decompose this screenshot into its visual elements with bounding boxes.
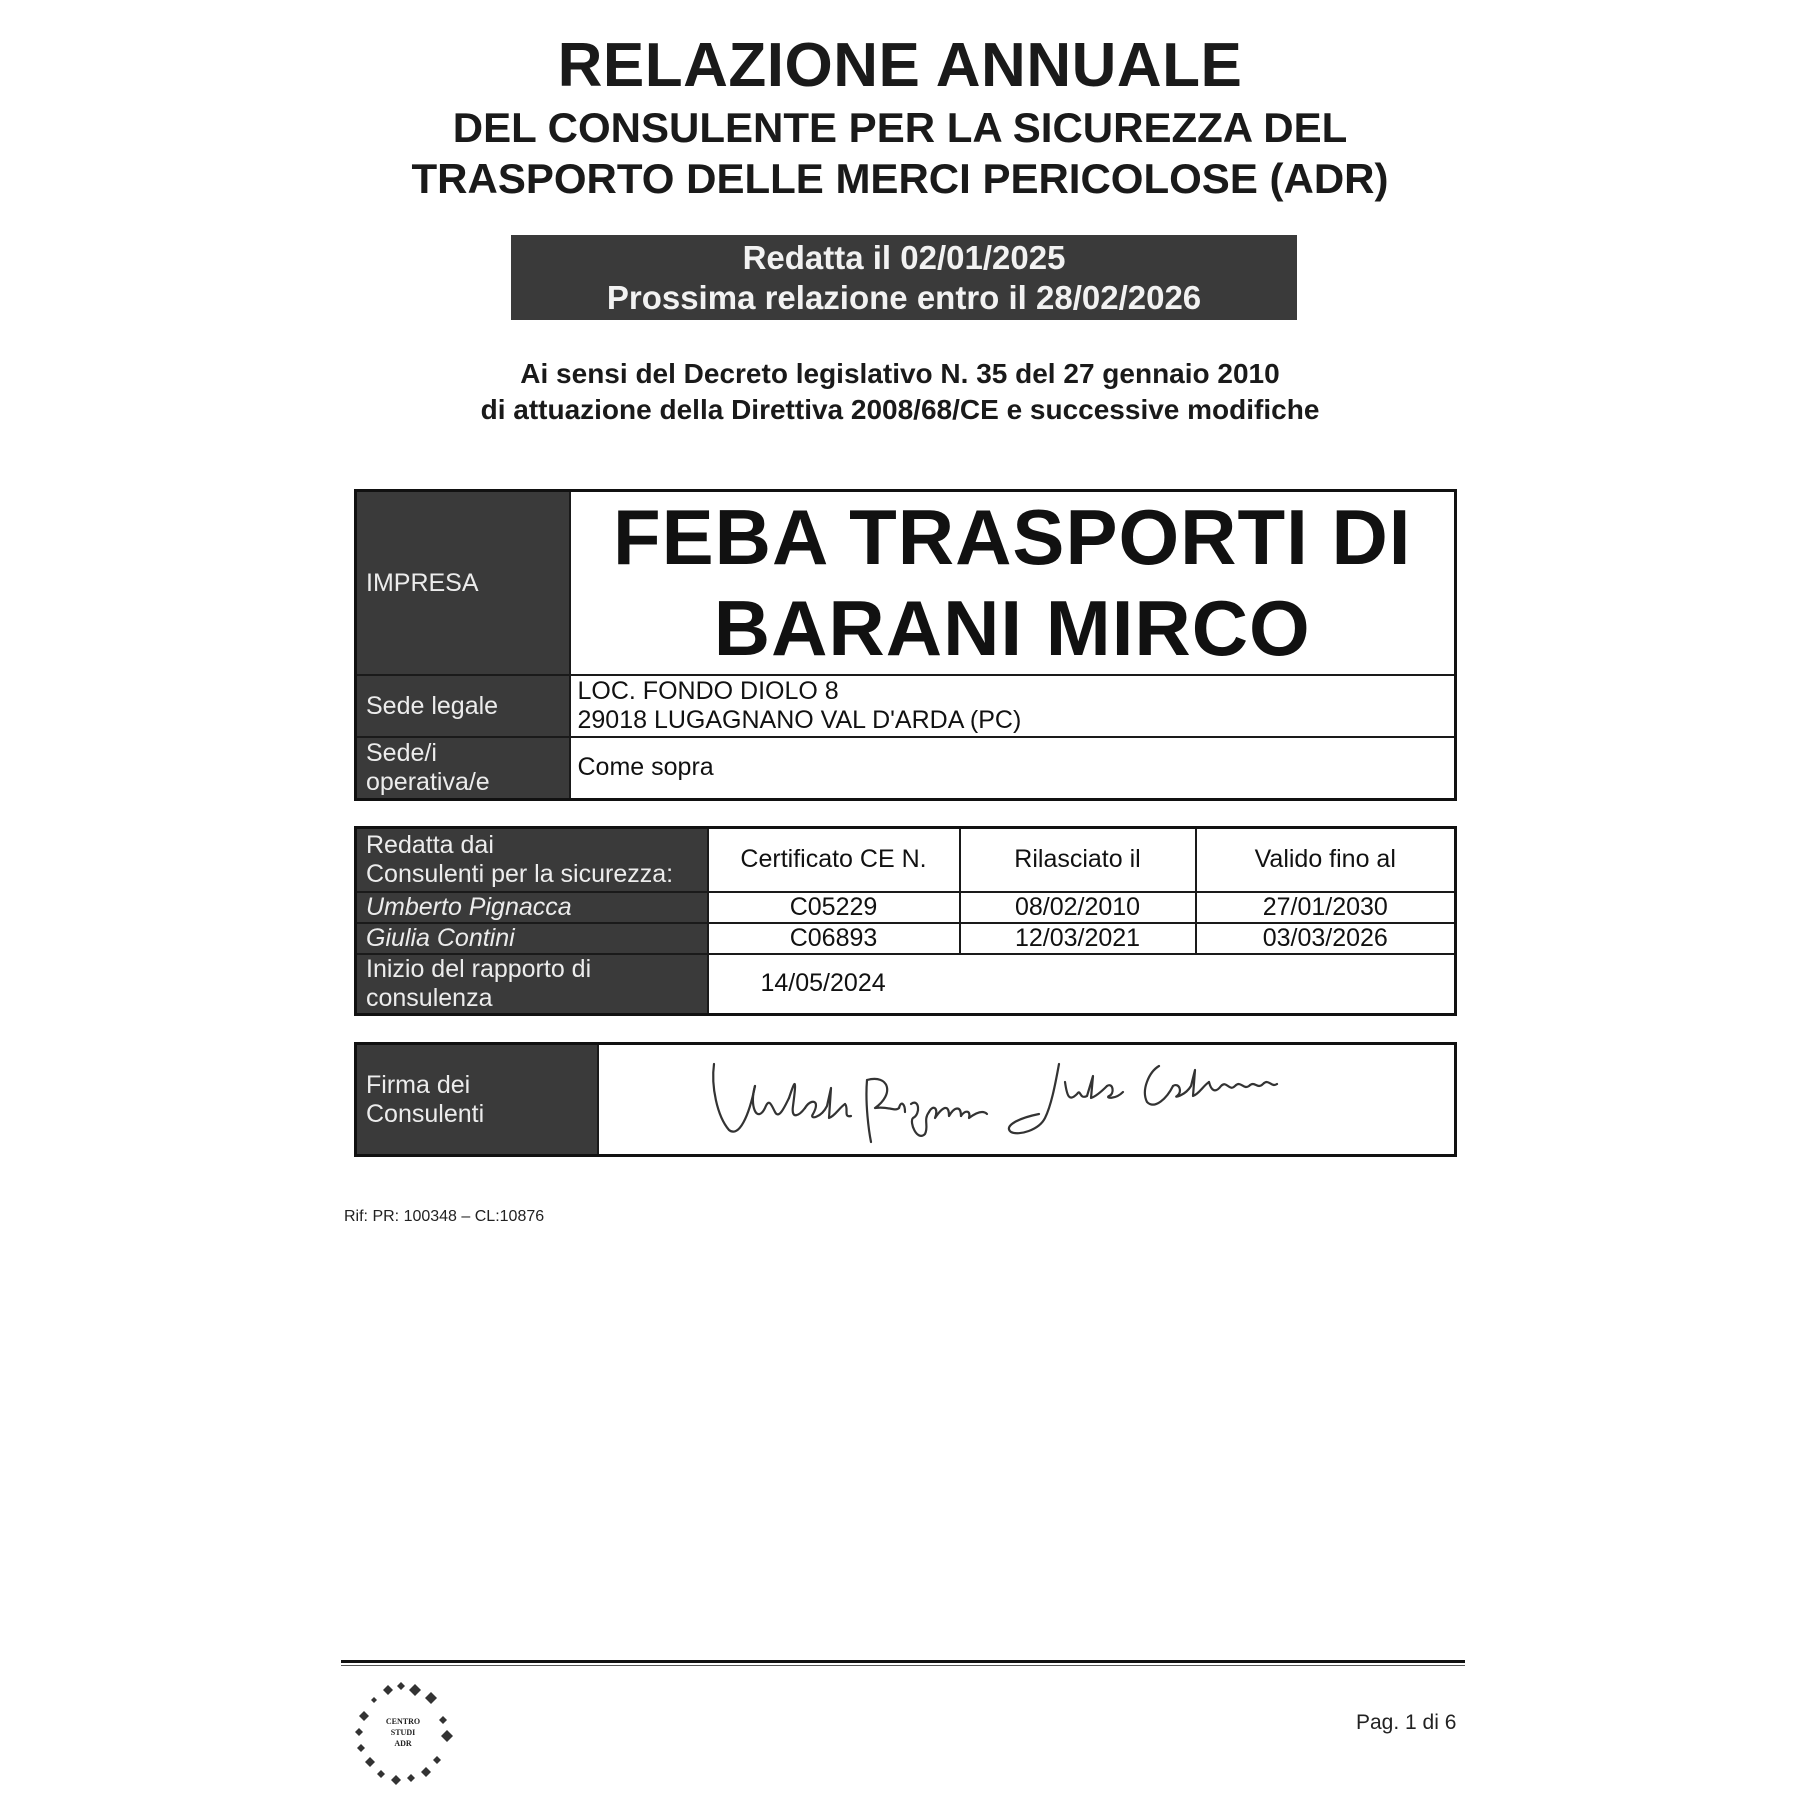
consultant-certificate: C05229 <box>708 892 960 923</box>
logo-text <box>373 1716 433 1749</box>
table-row <box>356 923 1456 954</box>
legal-line-2: di attuazione della Direttiva 2008/68/CE e successive modifiche <box>480 394 1320 425</box>
consultant-issued: 08/02/2010 <box>960 892 1196 923</box>
signatures-graphic <box>599 1046 1457 1154</box>
logo-text-line-1: CENTRO <box>385 1717 421 1726</box>
page-number: Pag. 1 di 6 <box>1356 1711 1457 1734</box>
consultant-certificate: C06893 <box>708 923 960 954</box>
table-row <box>356 892 1456 923</box>
sede-legale-line-2: 29018 LUGAGNANO VAL D'ARDA (PC) <box>577 706 1022 734</box>
consultant-name-text: Umberto Pignacca <box>366 892 572 921</box>
start-label <box>356 954 708 1015</box>
start-value: 14/05/2024 <box>708 954 1456 1015</box>
consultant-valid: 27/01/2030 <box>1196 892 1456 923</box>
logo-text-line-2: STUDI <box>390 1728 416 1737</box>
subtitle-line-1: DEL CONSULENTE PER LA SICUREZZA DEL <box>452 104 1348 151</box>
company-name-line-1: FEBA TRASPORTI DI <box>613 493 1412 581</box>
consultants-label-line-1: Redatta dai <box>366 830 494 859</box>
report-dates-box <box>511 235 1297 320</box>
company-table <box>354 489 1457 801</box>
legal-line-1: Ai sensi del Decreto legislativo N. 35 del 27 gennaio 2010 <box>520 358 1280 389</box>
consultant-name <box>356 923 708 954</box>
start-label-line-1: Inizio del rapporto di <box>366 954 592 983</box>
consultant-name-text: Giulia Contini <box>366 923 515 952</box>
legal-reference <box>0 356 1800 428</box>
signature-label <box>356 1044 598 1156</box>
sede-operativa-value: Come sopra <box>570 737 1456 799</box>
consultants-label <box>356 828 708 892</box>
consultants-table <box>354 826 1457 1016</box>
company-name-line-2: BARANI MIRCO <box>713 584 1311 672</box>
footer-divider-thin <box>341 1665 1465 1666</box>
sede-operativa-label-line-1: Sede/i <box>366 738 437 767</box>
header-issued: Rilasciato il <box>960 828 1196 892</box>
company-label: IMPRESA <box>356 491 570 676</box>
sede-operativa-label-line-2: operativa/e <box>366 767 490 796</box>
sede-legale-line-1: LOC. FONDO DIOLO 8 <box>577 677 839 705</box>
sede-legale-label: Sede legale <box>356 675 570 737</box>
header-valid: Valido fino al <box>1196 828 1456 892</box>
signature-area <box>598 1044 1456 1156</box>
reference-code: Rif: PR: 100348 – CL:10876 <box>344 1208 545 1225</box>
consultants-label-line-2: Consulenti per la sicurezza: <box>366 859 674 888</box>
start-label-line-2: consulenza <box>366 983 493 1012</box>
signature-table <box>354 1042 1457 1157</box>
signature-label-line-1: Firma dei <box>366 1070 471 1099</box>
footer-divider <box>341 1660 1465 1663</box>
logo-text-line-3: ADR <box>394 1739 412 1748</box>
document-title: RELAZIONE ANNUALE <box>557 31 1243 100</box>
next-report-date: Prossima relazione entro il 28/02/2026 <box>606 279 1202 316</box>
company-name <box>570 491 1456 676</box>
signature-label-line-2: Consulenti <box>366 1099 485 1128</box>
consultant-valid: 03/03/2026 <box>1196 923 1456 954</box>
sede-operativa-label <box>356 737 570 799</box>
subtitle-line-2: TRASPORTO DELLE MERCI PERICOLOSE (ADR) <box>411 155 1389 202</box>
report-date: Redatta il 02/01/2025 <box>742 239 1066 276</box>
consultant-issued: 12/03/2021 <box>960 923 1196 954</box>
sede-legale-value <box>570 675 1456 737</box>
signature-giulia-contini <box>1008 1064 1276 1133</box>
document-subtitle <box>0 102 1800 204</box>
header-certificate: Certificato CE N. <box>708 828 960 892</box>
signature-umberto-pignacca <box>713 1064 987 1142</box>
consultant-name <box>356 892 708 923</box>
